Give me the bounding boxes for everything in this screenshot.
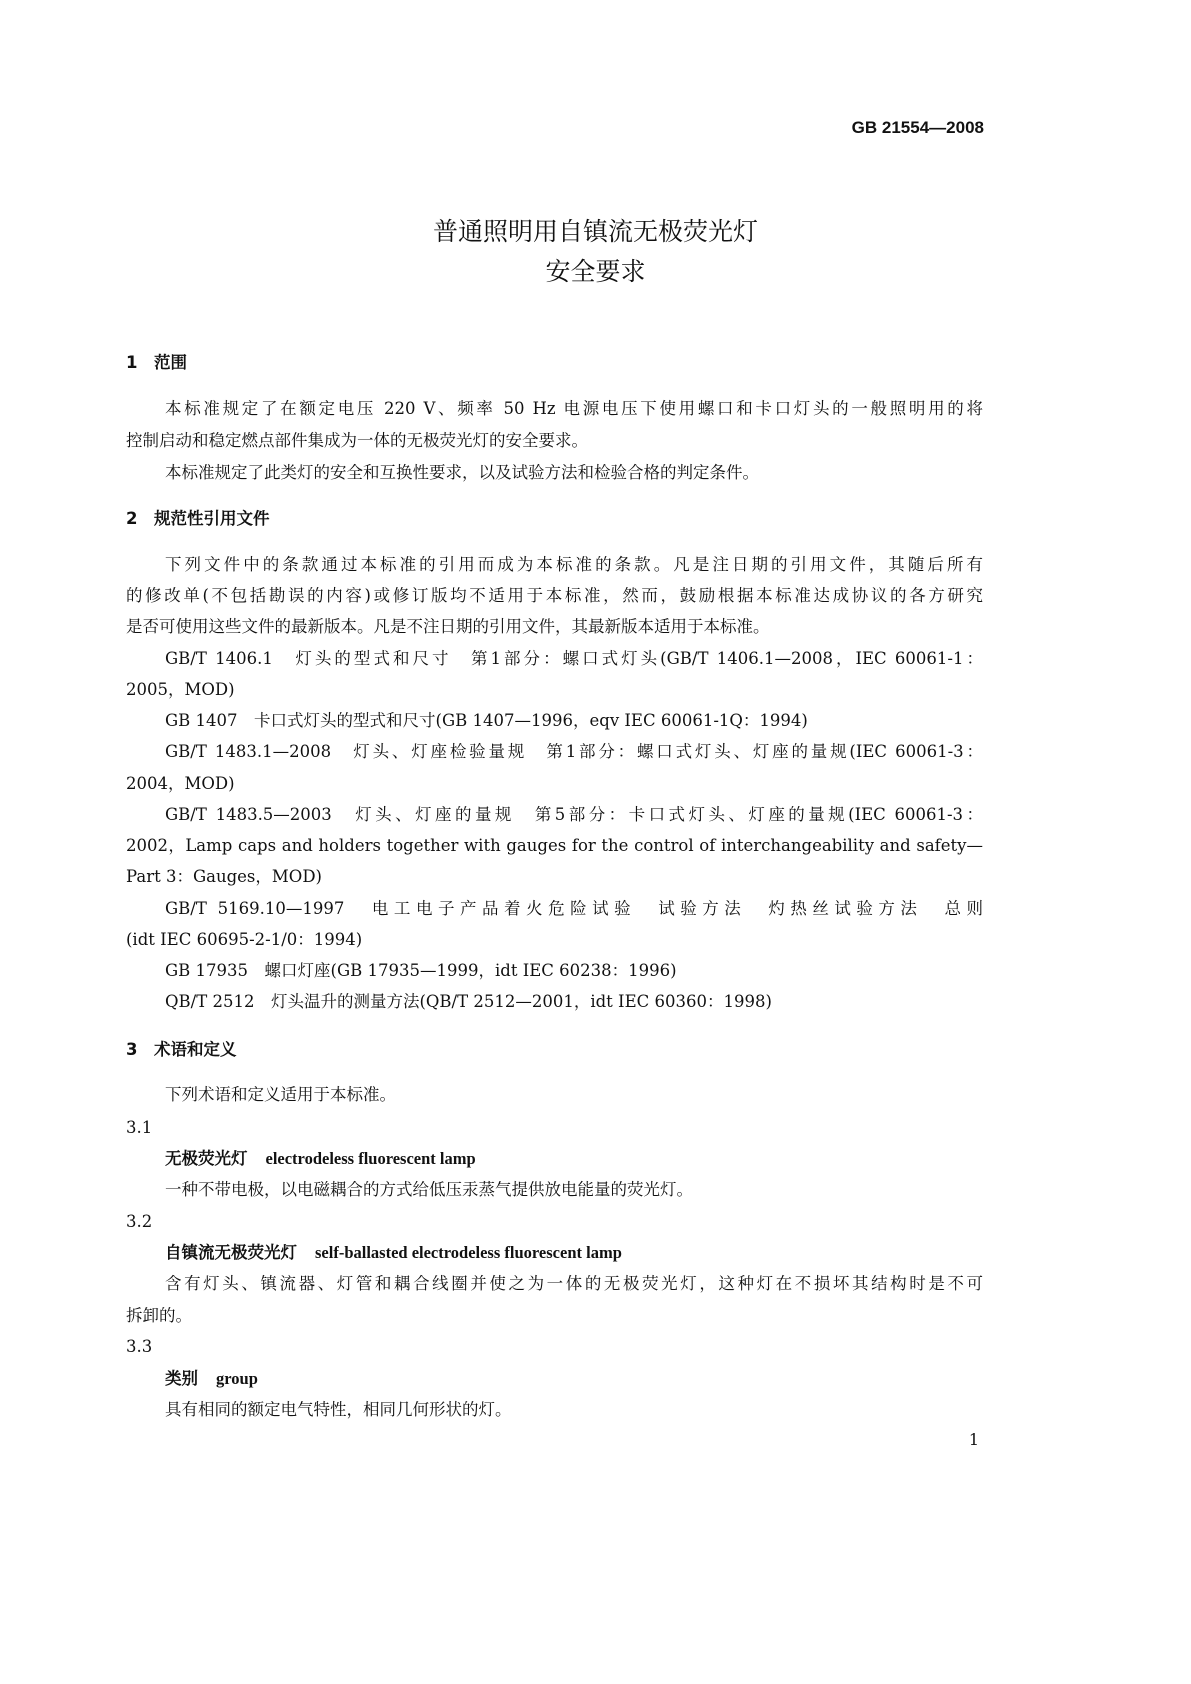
term-en: electrodeless fluorescent lamp: [265, 1149, 476, 1168]
paragraph-line: 本标准规定了此类灯的安全和互换性要求，以及试验方法和检验合格的判定条件。: [165, 463, 759, 482]
reference-item: GB/T 1483.1—2008 灯头、灯座检验量规 第1部分：螺口式灯头、灯座的量规(IEC 60061-3：: [165, 742, 983, 761]
term-zh: 类别: [165, 1369, 198, 1388]
term-definition: 拆卸的。: [126, 1306, 192, 1325]
section-heading-references: 2 规范性引用文件: [126, 509, 270, 528]
section-heading-scope: 1 范围: [126, 353, 187, 372]
reference-item: (idt IEC 60695-2-1/0：1994): [126, 930, 363, 949]
reference-item: GB 1407 卡口式灯头的型式和尺寸(GB 1407—1996，eqv IEC 60061-1Q：1994): [165, 711, 808, 730]
reference-item: GB 17935 螺口灯座(GB 17935—1999，idt IEC 60238：1996): [165, 961, 677, 980]
term-en: self-ballasted electrodeless fluorescent lamp: [315, 1243, 622, 1262]
reference-item: Part 3：Gauges，MOD): [126, 867, 322, 886]
term-zh: 无极荧光灯: [165, 1149, 248, 1168]
reference-item: GB/T 5169.10—1997 电工电子产品着火危险试验 试验方法 灼热丝试验方法 总则: [165, 899, 983, 918]
term-definition: 具有相同的额定电气特性，相同几何形状的灯。: [165, 1400, 512, 1419]
section-heading-terms: 3 术语和定义: [126, 1040, 237, 1059]
term-definition: 一种不带电极，以电磁耦合的方式给低压汞蒸气提供放电能量的荧光灯。: [165, 1180, 693, 1199]
paragraph-line: 的修改单(不包括勘误的内容)或修订版均不适用于本标准，然而，鼓励根据本标准达成协议的各方研究: [126, 586, 983, 605]
paragraph-line: 控制启动和稳定燃点部件集成为一体的无极荧光灯的安全要求。: [126, 431, 588, 450]
reference-item: 2002，Lamp caps and holders together with gauges for the control of interchangeability and safety—: [126, 836, 983, 855]
reference-item: 2005，MOD): [126, 680, 235, 699]
paragraph-line: 是否可使用这些文件的最新版本。凡是不注日期的引用文件，其最新版本适用于本标准。: [126, 617, 770, 636]
term-en: group: [216, 1369, 258, 1388]
reference-item: GB/T 1406.1 灯头的型式和尺寸 第1部分：螺口式灯头(GB/T 1406.1—2008，IEC 60061-1：: [165, 649, 983, 668]
reference-item: QB/T 2512 灯头温升的测量方法(QB/T 2512—2001，idt IEC 60360：1998): [165, 992, 772, 1011]
document-subtitle: 安全要求: [545, 257, 646, 286]
document-title: 普通照明用自镇流无极荧光灯: [432, 217, 758, 246]
term-title: [165, 1148, 476, 1170]
term-number: 3.3: [126, 1337, 153, 1356]
term-number: 3.1: [126, 1118, 153, 1137]
reference-item: 2004，MOD): [126, 774, 235, 793]
term-number: 3.2: [126, 1212, 153, 1231]
paragraph-line: 本标准规定了在额定电压 220 V、频率 50 Hz 电源电压下使用螺口和卡口灯头的一般照明用的将: [165, 399, 983, 418]
standard-number: GB 21554—2008: [851, 118, 984, 137]
term-definition: 含有灯头、镇流器、灯管和耦合线圈并使之为一体的无极荧光灯，这种灯在不损坏其结构时是不可: [165, 1274, 983, 1293]
paragraph-line: 下列文件中的条款通过本标准的引用而成为本标准的条款。凡是注日期的引用文件，其随后所有: [165, 555, 983, 574]
term-zh: 自镇流无极荧光灯: [165, 1243, 297, 1262]
term-title: [165, 1242, 622, 1264]
reference-item: GB/T 1483.5—2003 灯头、灯座的量规 第5部分：卡口式灯头、灯座的量规(IEC 60061-3：: [165, 805, 983, 824]
paragraph-line: 下列术语和定义适用于本标准。: [165, 1085, 396, 1104]
page-number: 1: [968, 1430, 979, 1449]
term-title: [165, 1368, 258, 1390]
